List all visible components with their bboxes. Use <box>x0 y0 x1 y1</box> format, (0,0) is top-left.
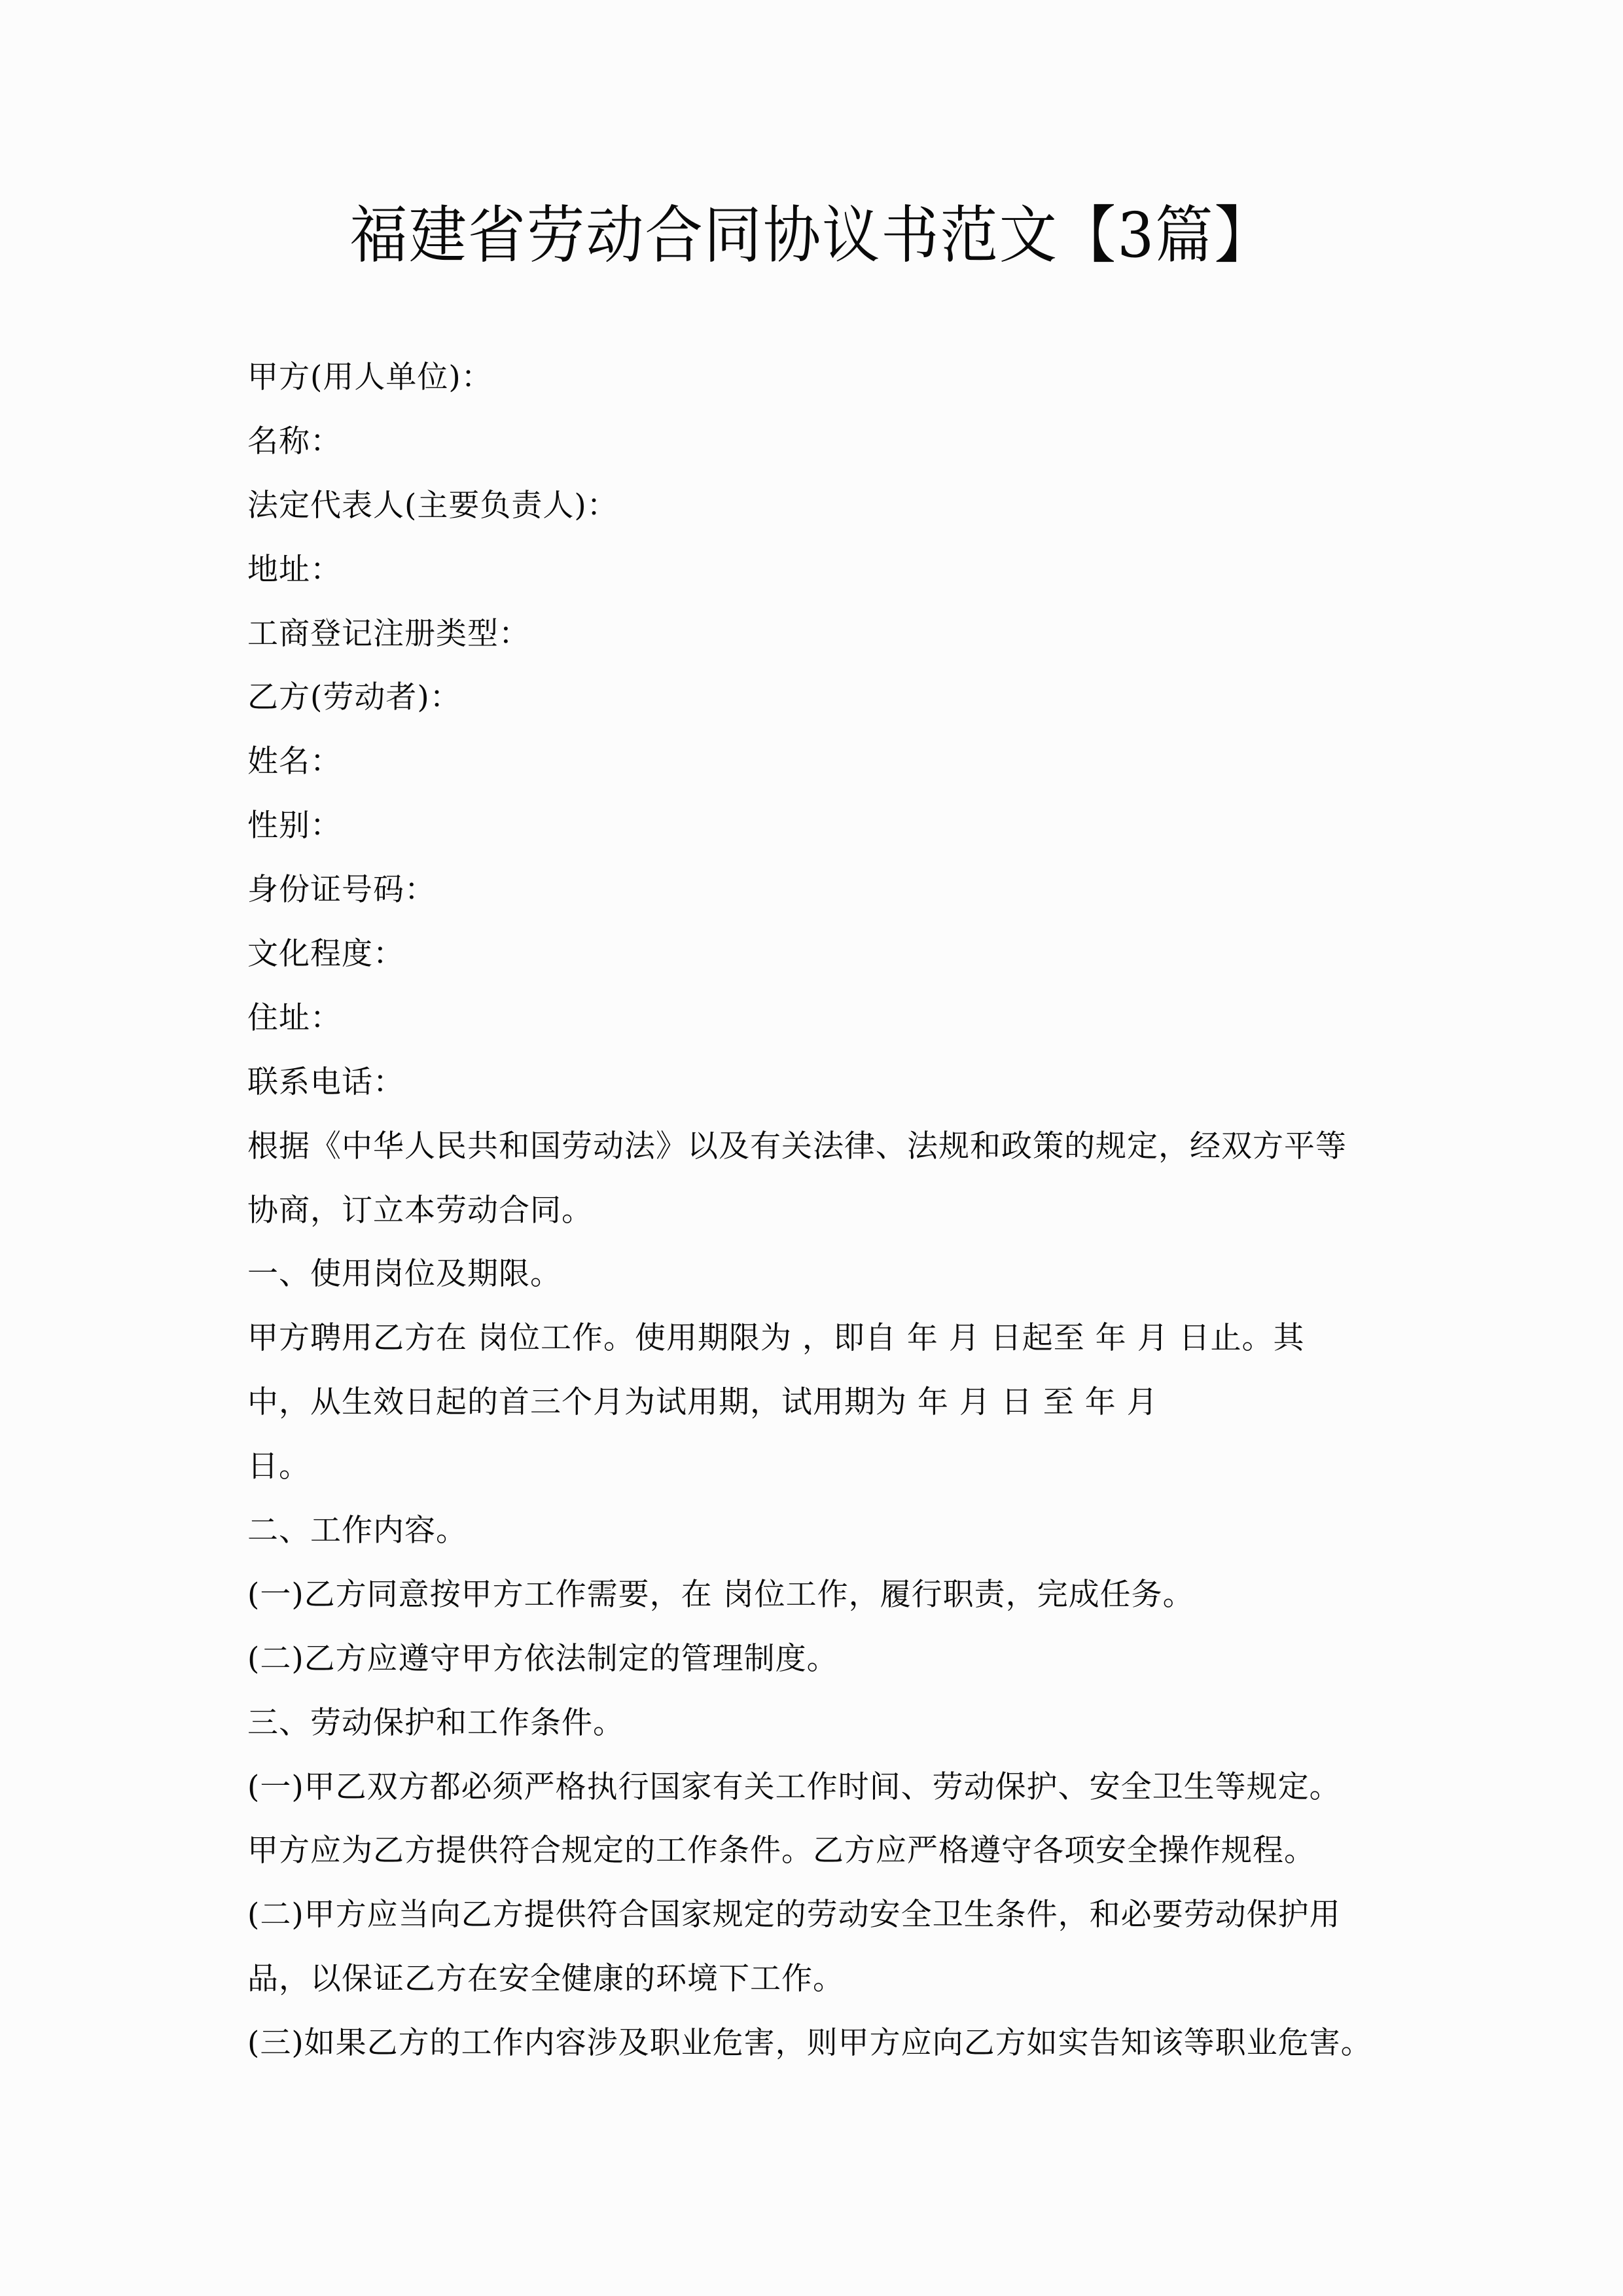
section-3-clause-2-line-1: (二)甲方应当向乙方提供符合国家规定的劳动安全卫生条件，和必要劳动保护用 <box>247 1897 1341 1933</box>
section-2-heading: 二、工作内容。 <box>247 1513 467 1549</box>
section-1-paragraph-line-3: 日。 <box>247 1448 310 1485</box>
section-3-clause-3: (三)如果乙方的工作内容涉及职业危害，则甲方应向乙方如实告知该等职业危害。 <box>247 2025 1372 2062</box>
section-1-heading: 一、使用岗位及期限。 <box>247 1256 562 1293</box>
party-b-gender-field: 性别： <box>247 808 342 844</box>
party-b-label: 乙方(劳动者)： <box>247 679 461 716</box>
party-b-residence-field: 住址： <box>247 999 342 1036</box>
document-title: 福建省劳动合同协议书范文【3篇】 <box>349 200 1274 272</box>
party-a-address-field: 地址： <box>247 551 342 588</box>
party-a-legal-rep-field: 法定代表人(主要负责人)： <box>247 487 618 524</box>
party-b-education-field: 文化程度： <box>247 936 404 973</box>
section-3-clause-1-line-2: 甲方应为乙方提供符合规定的工作条件。乙方应严格遵守各项安全操作规程。 <box>247 1833 1315 1869</box>
party-b-phone-field: 联系电话： <box>247 1064 404 1100</box>
party-a-label: 甲方(用人单位)： <box>247 359 493 395</box>
section-1-paragraph-line-2: 中，从生效日起的首三个月为试用期，试用期为 年 月 日 至 年 月 <box>247 1384 1158 1421</box>
section-2-clause-1: (一)乙方同意按甲方工作需要，在 岗位工作，履行职责，完成任务。 <box>247 1576 1194 1613</box>
party-a-registration-type-field: 工商登记注册类型： <box>247 615 530 652</box>
party-b-name-field: 姓名： <box>247 744 342 780</box>
party-b-id-number-field: 身份证号码： <box>247 872 436 908</box>
section-3-heading: 三、劳动保护和工作条件。 <box>247 1704 624 1741</box>
document-body <box>247 346 1386 2075</box>
section-2-clause-2: (二)乙方应遵守甲方依法制定的管理制度。 <box>247 1640 838 1677</box>
party-a-name-field: 名称： <box>247 423 342 459</box>
preamble-paragraph-line-2: 协商，订立本劳动合同。 <box>247 1192 593 1229</box>
section-1-paragraph-line-1: 甲方聘用乙方在 岗位工作。使用期限为 ，即自 年 月 日起至 年 月 日止。其 <box>247 1320 1305 1357</box>
section-3-clause-2-line-2: 品，以保证乙方在安全健康的环境下工作。 <box>247 1961 844 1998</box>
section-3-clause-1-line-1: (一)甲乙双方都必须严格执行国家有关工作时间、劳动保护、安全卫生等规定。 <box>247 1768 1341 1805</box>
preamble-paragraph-line-1: 根据《中华人民共和国劳动法》以及有关法律、法规和政策的规定，经双方平等 <box>247 1128 1347 1164</box>
